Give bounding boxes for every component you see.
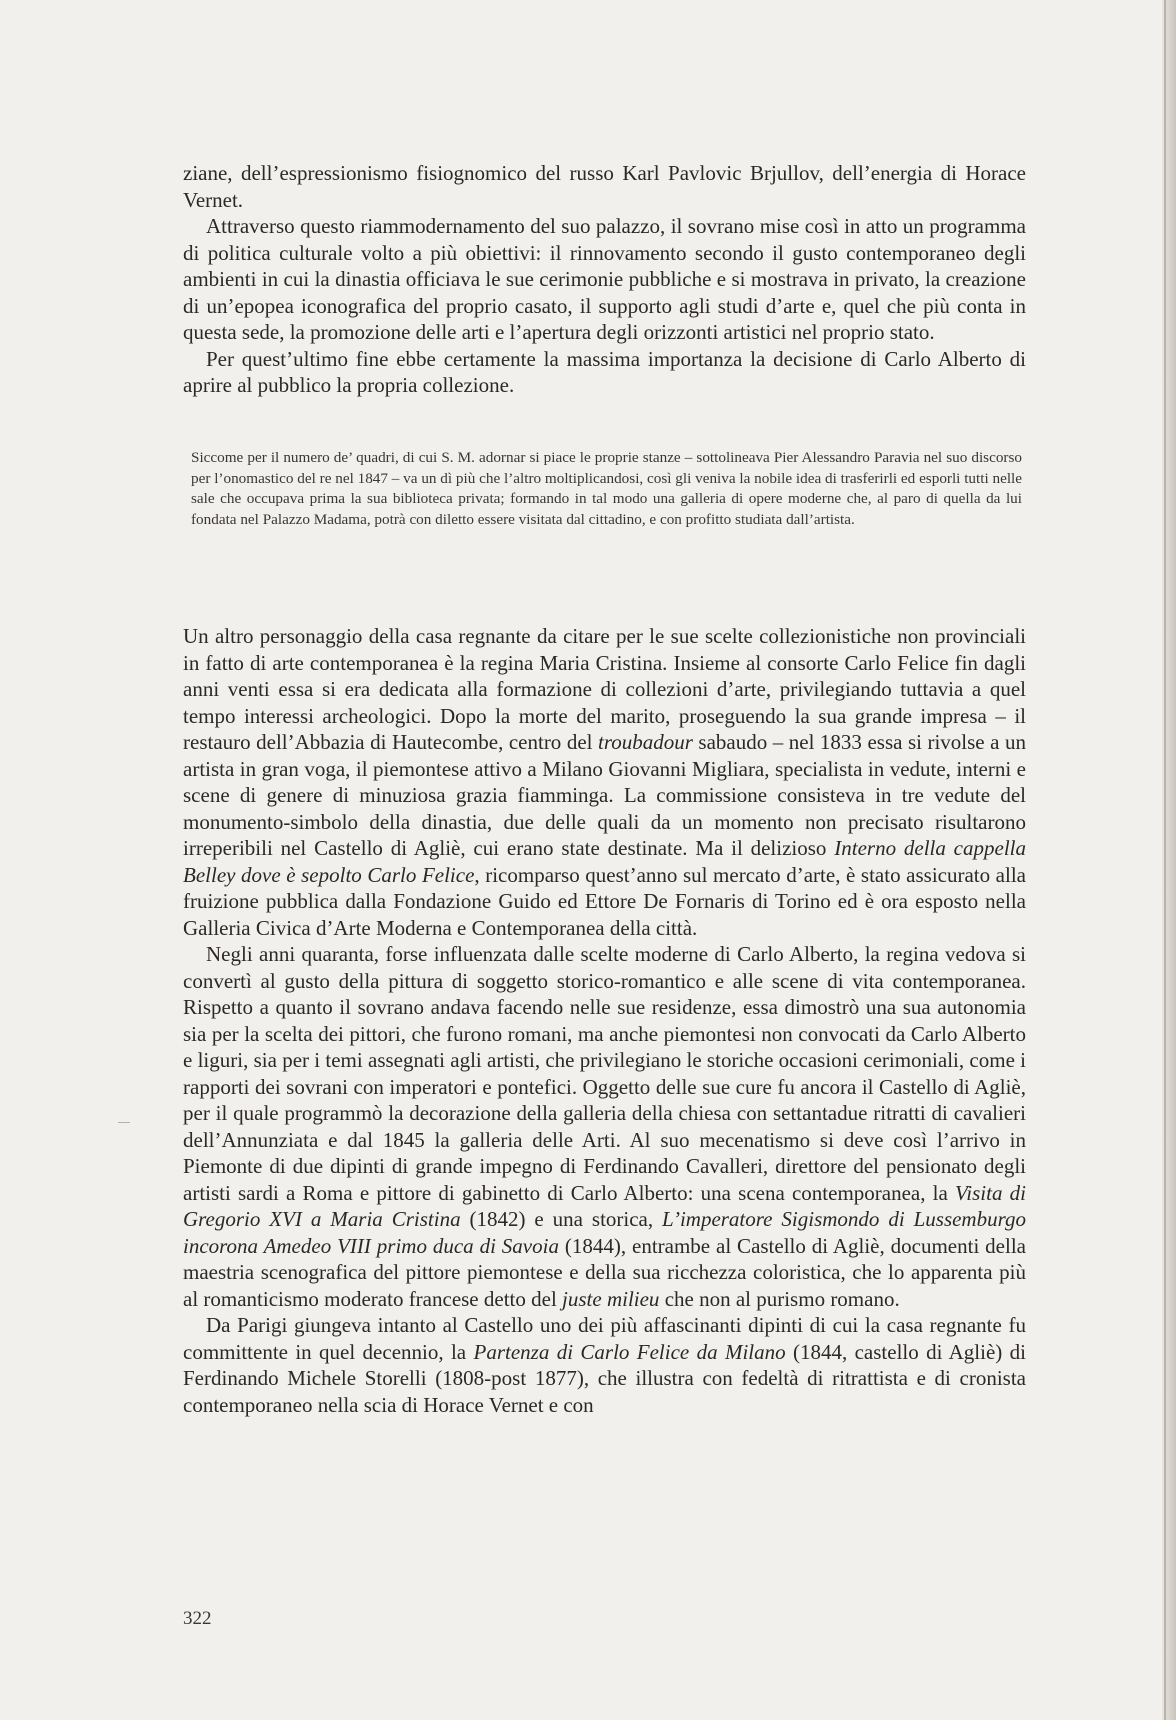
body-text-section-1 [183,160,1026,399]
artwork-title: Visita di Gregorio XVI a Maria Cristina [183,1180,1026,1231]
margin-mark [118,1122,130,1123]
italic-term: troubadour [598,730,693,754]
italic-term: juste milieu [562,1286,660,1311]
block-quote [191,448,1022,530]
artwork-title: L’imperatore Sigismondo di Lussemburgo incorona Amedeo VIII primo duca di Savoia [183,1207,1026,1258]
quote-text: Siccome per il numero de’ quadri, di cui S. M. adornar si piace le proprie stanze – sottolineava Pier Alessandro Paravia nel suo discorso per l’onomastico del re nel 1847 – va un dì più che l’altro moltiplicandosi, così gli veniva la nobile idea di trasferirli ed esporli tutti nelle sale che occupava prima la sua biblioteca privata; formando in tal modo una galleria di opere moderne che, al paro di quella da lui fondata nel Palazzo Madama, potrà con diletto essere visitata dal cittadino, e con profitto studiata dall’artista. [191,449,1022,528]
page-edge-shadow [1164,0,1166,1720]
artwork-title: Interno della cappella Belley dove è sepolto Carlo Felice [183,836,1026,887]
paragraph-anni-quaranta: Negli anni quaranta, forse influenzata dalle scelte moderne di Carlo Alberto, la regina vedova si convertì al gusto della pittura di soggetto storico-romantico e alle scene di vita contemporanea. Rispetto a quanto il sovrano andava facendo nelle sue residenze, essa dimostrò una sua autonomia sia per la scelta dei pittori, che furono romani, ma anche piemontesi non convocati da Carlo Alberto e liguri, sia per i temi assegnati agli artisti, che privilegiano le storiche occasioni cerimoniali, come i rapporti dei sovrani con imperatori e pontefici. Oggetto delle sue cure fu ancora il Castello di Agliè, per il quale programmò la decorazione della galleria della chiesa con settantadue ritratti di cavalieri dell’Annunziata e dal 1845 la galleria delle Arti. Al suo mecenatismo si deve così l’arrivo in Piemonte di due dipinti di grande impegno di Ferdinando Cavalleri, direttore del pensionato degli artisti sardi a Roma e pittore di gabinetto di Carlo Alberto: una scena contemporanea, la Visita di Gregorio XVI a Maria Cristina (1842) e una storica, L’imperatore Sigismondo di Lussemburgo incorona Amedeo VIII primo duca di Savoia (1844), entrambe al Castello di Agliè, documenti della maestria scenografica del pittore piemontese e della sua ricchezza coloristica, che lo apparenta più al romanticismo moderato francese detto del juste milieu che non al purismo romano. [183,942,1026,1311]
paragraph-maria-cristina: Un altro personaggio della casa regnante da citare per le sue scelte collezionistiche non provinciali in fatto di arte contemporanea è la regina Maria Cristina. Insieme al consorte Carlo Felice fin dagli anni venti essa si era dedicata alla formazione di collezioni d’arte, privilegiando tuttavia a quel tempo interessi archeologici. Dopo la morte del marito, proseguendo la sua grande impresa – il restauro dell’Abbazia di Hautecombe, centro del troubadour sabaudo – nel 1833 essa si rivolse a un artista in gran voga, il piemontese attivo a Milano Giovanni Migliara, specialista in vedute, interni e scene di genere di minuziosa grazia fiamminga. La commissione consisteva in tre vedute del monumento-simbolo della dinastia, due delle quali da un momento non precisato risultarono irreperibili nel Castello di Agliè, cui erano state destinate. Ma il delizioso Interno della cappella Belley dove è sepolto Carlo Felice, ricomparso quest’anno sul mercato d’arte, è stato assicurato alla fruizione pubblica dalla Fondazione Guido ed Ettore De Fornaris di Torino ed è ora esposto nella Galleria Civica d’Arte Moderna e Contemporanea della città. [183,624,1026,940]
paragraph-continued: ziane, dell’espressionismo fisiognomico del russo Karl Pavlovic Brjullov, dell’energia di Horace Vernet. [183,161,1026,212]
paragraph-public-collection: Per quest’ultimo fine ebbe certamente la massima importanza la decisione di Carlo Alberto di aprire al pubblico la propria collezione. [183,346,1026,397]
body-text-section-2 [183,623,1026,1418]
paragraph-political-program: Attraverso questo riammodernamento del suo palazzo, il sovrano mise così in atto un programma di politica culturale volto a più obiettivi: il rinnovamento secondo il gusto contemporaneo degli ambienti in cui la dinastia officiava le sue cerimonie pubbliche e si mostrava in privato, la creazione di un’epopea iconografica del proprio casato, il supporto agli studi d’arte e, quel che più conta in questa sede, la promozione delle arti e l’apertura degli orizzonti artistici nel proprio stato. [183,214,1026,344]
paragraph-parigi: Da Parigi giungeva intanto al Castello uno dei più affascinanti dipinti di cui la casa regnante fu committente in quel decennio, la Partenza di Carlo Felice da Milano (1844, castello di Agliè) di Ferdinando Michele Storelli (1808-post 1877), che illustra con fedeltà di ritrattista e di cronista contemporaneo nella scia di Horace Vernet e con [183,1313,1026,1417]
page-number: 322 [183,1608,212,1629]
artwork-title: Partenza di Carlo Felice da Milano [473,1339,786,1364]
